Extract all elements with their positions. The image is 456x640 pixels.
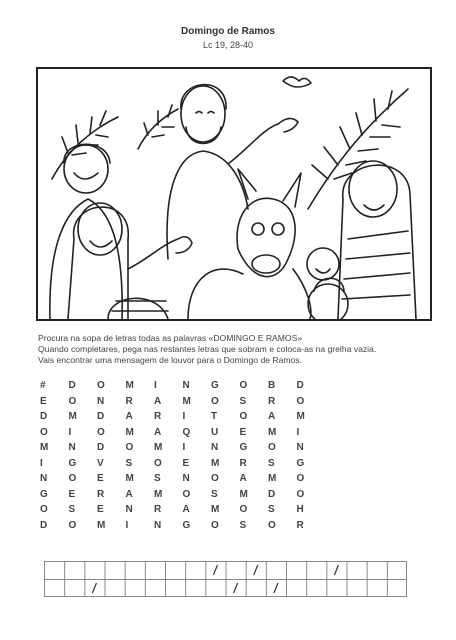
- grid-letter: S: [268, 504, 275, 515]
- grid-letter: O: [68, 473, 77, 484]
- grid-letter: O: [40, 426, 48, 438]
- grid-letter: A: [125, 411, 133, 422]
- grid-letter: R: [154, 411, 162, 422]
- grid-letter: A: [182, 504, 190, 515]
- grid-letter: S: [239, 519, 247, 531]
- grid-letter: S: [211, 488, 218, 500]
- grid-letter: O: [239, 411, 248, 422]
- grid-letter: S: [125, 457, 133, 469]
- bible-reference: Lc 19, 28-40: [202, 40, 254, 50]
- grid-letter: D: [40, 411, 48, 422]
- grid-letter: I: [154, 380, 157, 391]
- word-separator-slash: [254, 565, 258, 575]
- grid-letter: S: [68, 504, 76, 515]
- instruction-line: Quando completares, pega nas restantes letras que sobram e coloca-as na grelha vazia.: [38, 344, 377, 354]
- grid-letter: T: [211, 411, 218, 422]
- grid-letter: M: [211, 457, 220, 469]
- illustration-drawing: [38, 69, 430, 319]
- word-separator-slash: [234, 583, 238, 593]
- grid-letter: E: [68, 488, 76, 500]
- grid-row: [40, 504, 325, 520]
- grid-letter: O: [211, 473, 219, 484]
- grid-letter: S: [154, 473, 161, 484]
- grid-row: [40, 473, 325, 489]
- grid-letter: D: [97, 411, 105, 422]
- grid-letter: G: [296, 457, 305, 469]
- grid-letter: R: [97, 488, 105, 500]
- grid-letter: O: [68, 519, 77, 531]
- grid-letter: A: [239, 473, 247, 484]
- word-separator-slash: [92, 583, 96, 593]
- grid-letter: R: [296, 519, 304, 531]
- grid-letter: O: [154, 457, 162, 469]
- grid-letter: O: [239, 380, 248, 391]
- grid-letter: G: [239, 442, 248, 453]
- grid-letter: G: [68, 457, 77, 469]
- grid-letter: I: [296, 426, 300, 438]
- grid-letter: O: [68, 395, 77, 407]
- grid-letter: D: [40, 519, 48, 531]
- page-title: Domingo de Ramos: [181, 26, 275, 37]
- grid-row: [40, 458, 325, 474]
- grid-row: [40, 489, 325, 505]
- grid-row: [40, 396, 325, 412]
- dove-shape: [283, 77, 311, 87]
- grid-letter: M: [68, 411, 77, 422]
- grid-letter: E: [97, 473, 104, 484]
- grid-letter: M: [154, 488, 163, 500]
- grid-letter: N: [182, 473, 190, 484]
- grid-letter: N: [68, 442, 76, 453]
- grid-letter: M: [125, 380, 134, 391]
- grid-letter: M: [40, 442, 49, 453]
- grid-letter: I: [182, 411, 186, 422]
- grid-letter: R: [125, 395, 133, 407]
- grid-letter: S: [268, 457, 275, 469]
- grid-letter: O: [211, 395, 219, 407]
- word-separator-slash: [334, 565, 338, 575]
- grid-letter: I: [68, 426, 72, 438]
- palm-branch-right: [308, 89, 408, 209]
- word-separator-slash: [213, 565, 217, 575]
- grid-letter: U: [211, 426, 219, 438]
- answer-grid: [44, 561, 407, 597]
- grid-letter: I: [125, 519, 129, 531]
- grid-letter: O: [97, 426, 105, 438]
- grid-letter: N: [154, 519, 162, 531]
- grid-letter: Q: [182, 426, 191, 438]
- answer-grid-lines: [44, 561, 407, 597]
- grid-letter: A: [154, 426, 162, 438]
- grid-letter: O: [97, 380, 105, 391]
- grid-letter: M: [239, 488, 248, 500]
- word-separator-slash: [274, 583, 278, 593]
- grid-letter: O: [239, 504, 248, 515]
- grid-letter: O: [40, 504, 48, 515]
- word-search-grid: [40, 380, 325, 535]
- grid-row: [40, 442, 325, 458]
- grid-row: [40, 427, 325, 443]
- grid-letter: I: [40, 457, 43, 469]
- grid-letter: #: [40, 380, 46, 391]
- grid-row: [40, 380, 325, 396]
- grid-letter: N: [296, 442, 304, 453]
- grid-letter: E: [97, 504, 104, 515]
- grid-letter: G: [211, 380, 219, 391]
- grid-letter: M: [154, 442, 163, 453]
- grid-letter: V: [97, 457, 104, 469]
- instruction-line: Vais encontrar uma mensagem de louvor para o Domingo de Ramos.: [38, 355, 302, 365]
- grid-letter: M: [296, 411, 305, 422]
- grid-letter: M: [268, 426, 277, 438]
- grid-letter: N: [211, 442, 219, 453]
- grid-letter: O: [268, 442, 276, 453]
- grid-letter: D: [68, 380, 76, 391]
- grid-letter: M: [97, 519, 106, 531]
- grid-letter: O: [211, 519, 219, 531]
- grid-letter: R: [239, 457, 247, 469]
- grid-letter: M: [268, 473, 277, 484]
- grid-letter: E: [40, 395, 47, 407]
- grid-letter: D: [296, 380, 304, 391]
- grid-letter: S: [239, 395, 247, 407]
- grid-letter: D: [268, 488, 276, 500]
- grid-letter: M: [182, 395, 191, 407]
- grid-letter: O: [125, 442, 134, 453]
- grid-row: [40, 520, 325, 536]
- grid-letter: G: [182, 519, 191, 531]
- grid-letter: A: [268, 411, 276, 422]
- grid-row: [40, 411, 325, 427]
- grid-letter: G: [40, 488, 48, 500]
- grid-letter: R: [268, 395, 276, 407]
- grid-letter: O: [296, 488, 305, 500]
- grid-letter: O: [182, 488, 191, 500]
- grid-letter: O: [296, 473, 305, 484]
- grid-letter: N: [125, 504, 133, 515]
- grid-letter: O: [268, 519, 276, 531]
- grid-letter: E: [182, 457, 190, 469]
- grid-letter: M: [125, 473, 134, 484]
- grid-letter: N: [40, 473, 48, 484]
- grid-letter: D: [97, 442, 105, 453]
- grid-letter: O: [296, 395, 305, 407]
- grid-letter: E: [239, 426, 247, 438]
- grid-letter: N: [182, 380, 190, 391]
- grid-letter: I: [182, 442, 186, 453]
- grid-letter: N: [97, 395, 105, 407]
- instruction-line: Procura na sopa de letras todas as palavras «DOMINGO E RAMOS»: [38, 333, 303, 343]
- grid-letter: A: [154, 395, 162, 407]
- grid-letter: M: [211, 504, 220, 515]
- grid-letter: M: [125, 426, 134, 438]
- grid-letter: R: [154, 504, 162, 515]
- grid-letter: H: [296, 504, 304, 515]
- palm-sunday-illustration: [36, 67, 432, 321]
- grid-letter: A: [125, 488, 133, 500]
- instructions: [38, 333, 438, 366]
- grid-letter: B: [268, 380, 276, 391]
